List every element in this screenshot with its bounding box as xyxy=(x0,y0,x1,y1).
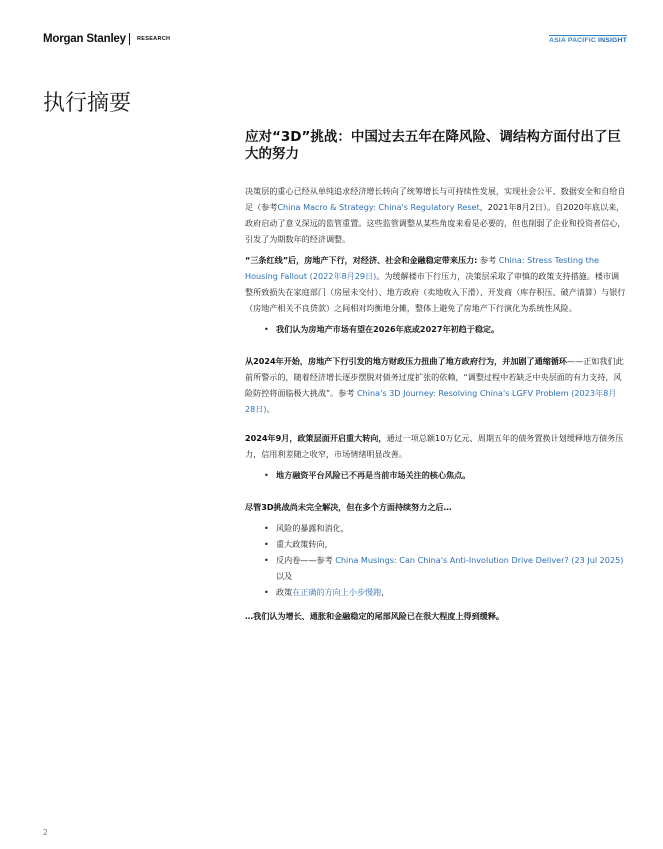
link-anti-involution[interactable]: China Musings: Can China's Anti-Involution Drive Deliver? (23 Jul 2025) xyxy=(335,555,624,565)
bullet-housing-stabilize: 我们认为房地产市场有望在2026年底或2027年初趋于稳定。 xyxy=(276,324,500,334)
page-title: 执行摘要 xyxy=(43,91,132,116)
p2-lead: “三条红线”后，房地产下行，对经济、社会和金融稳定带来压力: xyxy=(245,255,478,265)
asia-pacific-insight-label xyxy=(549,35,627,44)
page-header xyxy=(43,33,627,47)
paragraph-3d-efforts xyxy=(245,499,626,515)
list-item xyxy=(245,467,626,483)
morgan-stanley-logo: Morgan Stanley xyxy=(43,33,126,45)
effort-item-risk: 风险的暴露和消化， xyxy=(276,523,349,533)
list-item xyxy=(245,520,626,536)
section-headline: 应对“3D”挑战：中国过去五年在降风险、调结构方面付出了巨大的努力 xyxy=(245,129,621,162)
bullet-list-efforts xyxy=(245,520,626,600)
page-number: 2 xyxy=(43,828,48,837)
paragraph-local-fiscal xyxy=(245,353,626,417)
link-lgfv-problem[interactable]: China's 3D Journey: Resolving China's LGFV Problem (2023年8月28日) xyxy=(245,388,617,414)
link-regulatory-reset[interactable]: China Macro & Strategy: China's Regulatory Reset xyxy=(277,202,480,212)
effort-item-direction: 政策 xyxy=(276,587,293,597)
effort-item-policy: 重大政策转向， xyxy=(276,539,333,549)
list-item xyxy=(245,552,626,584)
conclusion-text: …我们认为增长、通胀和金融稳定的尾部风险已在很大程度上得到缓释。 xyxy=(245,611,505,621)
effort-item-anti-involution: 反内卷——参考 xyxy=(276,555,336,565)
effort-item-anti-involution-cont: 以及 xyxy=(276,571,293,581)
bullet-list-lgfv xyxy=(245,467,626,483)
p3-text: ——正如我们此前所警示的，随着经济增长逐步摆脱对债务过度扩张的依赖，“调整过程中若缺乏中央层面的有力支持，风险防控将面临极大挑战”。参考 xyxy=(245,356,624,398)
link-housing-fallout[interactable]: China: Stress Testing the Housing Fallout (2022年8月29日) xyxy=(245,255,599,281)
series-label: INSIGHT xyxy=(598,37,627,44)
paragraph-conclusion xyxy=(245,608,626,624)
summary-content xyxy=(245,129,626,629)
bullet-lgfv-risk: 地方融资平台风险已不再是当前市场关注的核心焦点。 xyxy=(276,470,471,480)
p5-lead: 尽管3D挑战尚未完全解决，但在多个方面持续努力之后… xyxy=(245,502,452,512)
p2-text-cont: 。为缓解楼市下行压力，决策层采取了审慎的政策支持措施。楼市调整所致损失在家庭部门（房屋未交付）、地方政府（卖地收入下滑）、开发商（库存积压、破产清算）与银行（房地产相关不良贷款）之间相对均衡地分摊，整体上避免了房地产下行演化为系统性风险。 xyxy=(245,271,626,313)
region-label: ASIA PACIFIC xyxy=(548,37,596,44)
p2-text: 参考 xyxy=(477,255,499,265)
list-item xyxy=(245,584,626,600)
paragraph-regulatory-reset xyxy=(245,183,626,247)
research-label: RESEARCH xyxy=(137,36,171,42)
bullet-list-housing xyxy=(245,321,626,337)
paragraph-policy-pivot xyxy=(245,430,626,462)
p3-text-cont: 。 xyxy=(266,404,275,414)
effort-item-direction-cont: ， xyxy=(381,587,390,597)
list-item xyxy=(245,321,626,337)
p1-text: 决策层的重心已经从单纯追求经济增长转向了统筹增长与可持续性发展，实现社会公平、数据安全和自给自足（参考 xyxy=(245,186,626,212)
header-divider xyxy=(129,33,130,45)
p3-lead: 从2024年开始，房地产下行引发的地方财政压力扭曲了地方政府行为，并加剧了通缩循环 xyxy=(245,356,567,366)
p4-text: 通过一项总额10万亿元、周期五年的债务置换计划缓释地方债务压力，信用利差随之收窄，市场情绪明显改善。 xyxy=(245,433,624,459)
p1-text-cont: ，2021年8月2日）。自2020年底以来，政府启动了意义深远的监管重置。这些监管调整从某些角度来看是必要的，但也削弱了企业和投资者信心，引发了为期数年的经济调整。 xyxy=(245,202,626,244)
link-right-direction[interactable]: 在正确的方向上小步慢跑 xyxy=(292,587,382,597)
p4-lead: 2024年9月，政策层面开启重大转向， xyxy=(245,433,387,443)
list-item xyxy=(245,536,626,552)
paragraph-housing xyxy=(245,252,626,316)
